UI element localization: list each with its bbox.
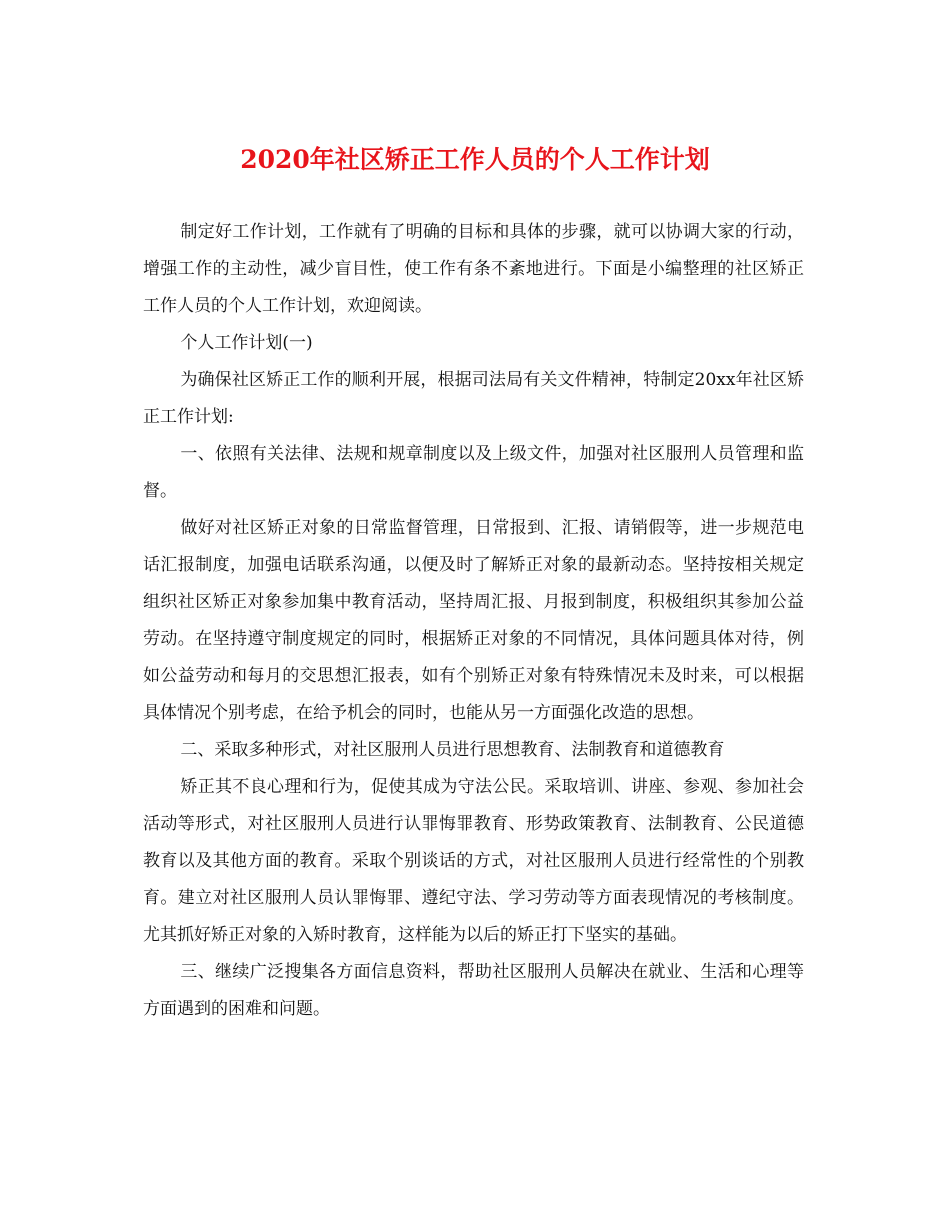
- paragraph-purpose: 为确保社区矫正工作的顺利开展，根据司法局有关文件精神，特制定20xx年社区矫正工作计划:: [143, 370, 804, 427]
- item-heading-1: 一、依照有关法律、法规和规章制度以及上级文件，加强对社区服刑人员管理和监督。: [143, 444, 804, 501]
- paragraph-supervision: 做好对社区矫正对象的日常监督管理，日常报到、汇报、请销假等，进一步规范电话汇报制度，加强电话联系沟通，以便及时了解矫正对象的最新动态。坚持按相关规定组织社区矫正对象参加集中教育活动，坚持周汇报、月报到制度，积极组织其参加公益劳动。在坚持遵守制度规定的同时，根据矫正对象的不同情况，具体问题具体对待，例如公益劳动和每月的交思想汇报表，如有个别矫正对象有特殊情况未及时来，可以根据具体情况个别考虑，在给予机会的同时，也能从另一方面强化改造的思想。: [143, 518, 804, 723]
- item-heading-2: 二、采取多种形式，对社区服刑人员进行思想教育、法制教育和道德教育: [180, 740, 725, 760]
- paragraph-education: 矫正其不良心理和行为，促使其成为守法公民。采取培训、讲座、参观、参加社会活动等形式，对社区服刑人员进行认罪悔罪教育、形势政策教育、法制教育、公民道德教育以及其他方面的教育。采取个别谈话的方式，对社区服刑人员进行经常性的个别教育。建立对社区服刑人员认罪悔罪、遵纪守法、学习劳动等方面表现情况的考核制度。尤其抓好矫正对象的入矫时教育，这样能为以后的矫正打下坚实的基础。: [143, 777, 804, 945]
- page-title: 2020年社区矫正工作人员的个人工作计划: [240, 145, 710, 174]
- paragraph-intro: 制定好工作计划，工作就有了明确的目标和具体的步骤，就可以协调大家的行动，增强工作的主动性，减少盲目性，使工作有条不紊地进行。下面是小编整理的社区矫正工作人员的个人工作计划，欢迎阅读。: [143, 222, 804, 316]
- document-body: [143, 214, 804, 1028]
- section-heading-plan-1: 个人工作计划(一): [180, 333, 313, 353]
- item-heading-3: 三、继续广泛搜集各方面信息资料，帮助社区服刑人员解决在就业、生活和心理等方面遇到的困难和问题。: [143, 962, 804, 1019]
